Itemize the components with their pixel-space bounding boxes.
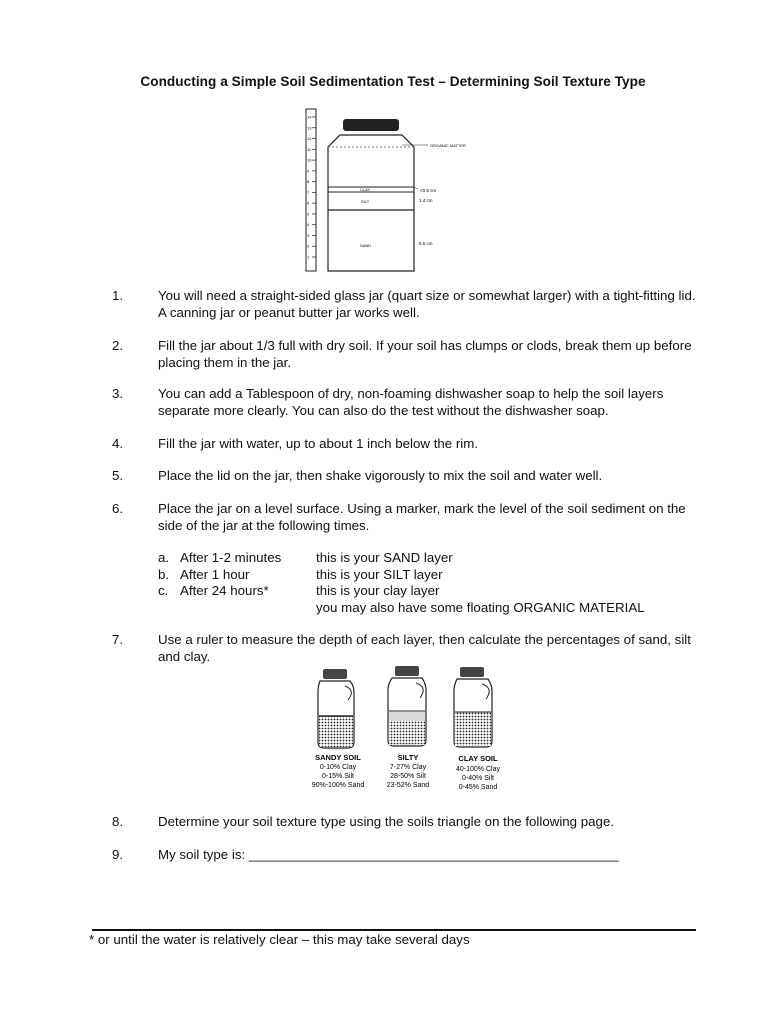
substep-letter: c. [158, 583, 169, 598]
step-text: Determine your soil texture type using the soils triangle on the following page. [158, 814, 615, 829]
sandy-soil-jar [318, 669, 354, 748]
step-number: 9. [112, 847, 124, 862]
jar-name: SILTY [397, 753, 419, 762]
ruler-number: 14 [307, 114, 312, 120]
step-text: Place the lid on the jar, then shake vigorously to mix the soil and water well. [158, 468, 603, 483]
page-title: Conducting a Simple Soil Sedimentation Test – Determining Soil Texture Type [140, 74, 646, 89]
jar-lid [343, 119, 399, 131]
ruler-number: 3 [307, 232, 310, 238]
substep-letter: a. [158, 550, 170, 565]
ruler-number: 2 [307, 243, 310, 249]
jar-caption-line: 28-50% Silt [390, 773, 426, 780]
jar-body [328, 135, 414, 271]
substep-layer: this is your SILT layer [316, 567, 443, 582]
ruler-number: 12 [307, 136, 312, 142]
ruler-number: 4 [307, 222, 310, 228]
soil-type-blank[interactable]: My soil type is: __________________________________________________ [158, 847, 619, 862]
jar-name: CLAY SOIL [458, 754, 498, 763]
ruler-number: 8 [307, 179, 310, 185]
step-number: 8. [112, 814, 124, 829]
ruler-number: 11 [307, 146, 312, 152]
step-number: 3. [112, 386, 124, 401]
jar-caption-line: 0-40% Silt [462, 775, 494, 782]
ruler-number: 9 [307, 168, 310, 174]
clay-layer-label: CLAY [360, 187, 371, 192]
step-number: 6. [112, 501, 124, 516]
jar-caption-line: 0-15% Silt [322, 773, 354, 780]
step-number: 7. [112, 632, 124, 647]
ruler-number: 13 [307, 125, 312, 131]
silty-soil-jar [388, 666, 426, 746]
sand-measure: 5.5 cm [419, 241, 433, 246]
jar-caption-line: 0-10% Clay [319, 764, 357, 771]
step-number: 4. [112, 436, 124, 451]
substep-layer: this is your SAND layer [316, 550, 453, 565]
substep-time: After 24 hours* [180, 583, 269, 598]
step-text: Fill the jar about 1/3 full with dry soil. If your soil has clumps or clods, break them up before placing them in the jar. [158, 338, 692, 370]
ruler-number: 5 [307, 211, 310, 217]
sand-layer-label: SAND [360, 243, 372, 248]
organic-note: you may also have some floating ORGANIC MATERIAL [316, 600, 645, 615]
ruler-number: 6 [307, 200, 310, 206]
footnote-divider [92, 929, 696, 931]
substep-layer: this is your clay layer [316, 583, 440, 598]
jar-caption-line: 40-100% Clay [456, 766, 500, 773]
jar-name: SANDY SOIL [315, 753, 361, 762]
silt-layer-label: SILT [361, 199, 370, 204]
ruler-number: 7 [307, 189, 310, 195]
ruler-number: 10 [307, 157, 312, 163]
step-number: 5. [112, 468, 124, 483]
ruler-number: 1 [307, 254, 310, 260]
silt-measure: 1.4 cm [419, 198, 433, 203]
footnote: * or until the water is relatively clear – this may take several days [89, 932, 470, 947]
jar-caption-line: 0-45% Sand [458, 784, 498, 791]
step-text: Place the jar on a level surface. Using a marker, mark the level of the soil sediment on the side of the jar at the following times. [158, 501, 686, 533]
jar-caption-line: 7-27% Clay [389, 764, 427, 771]
substep-letter: b. [158, 567, 170, 582]
sedimentation-jar-diagram [300, 107, 480, 273]
step-text: Use a ruler to measure the depth of each layer, then calculate the percentages of sand, silt and clay. [158, 632, 691, 664]
clay-measure: <0.5 cm [420, 188, 437, 193]
step-text: You will need a straight-sided glass jar (quart size or somewhat larger) with a tight-fitting lid. A canning jar or peanut butter jar works well. [158, 288, 696, 320]
step-number: 2. [112, 338, 124, 353]
jar-caption-line: 23-52% Sand [386, 782, 430, 789]
step-text: Fill the jar with water, up to about 1 inch below the rim. [158, 436, 479, 451]
substep-time: After 1-2 minutes [180, 550, 282, 565]
step-number: 1. [112, 288, 124, 303]
substep-time: After 1 hour [180, 567, 250, 582]
jar-caption-line: 90%-100% Sand [311, 782, 365, 789]
clay-soil-jar [454, 667, 492, 747]
organic-matter-label: ORGANIC MATTER [430, 143, 466, 148]
soil-types-jars-figure [300, 664, 520, 796]
step-text: You can add a Tablespoon of dry, non-foaming dishwasher soap to help the soil layers separate more clearly. You can also do the test without the dishwasher soap. [158, 386, 664, 418]
